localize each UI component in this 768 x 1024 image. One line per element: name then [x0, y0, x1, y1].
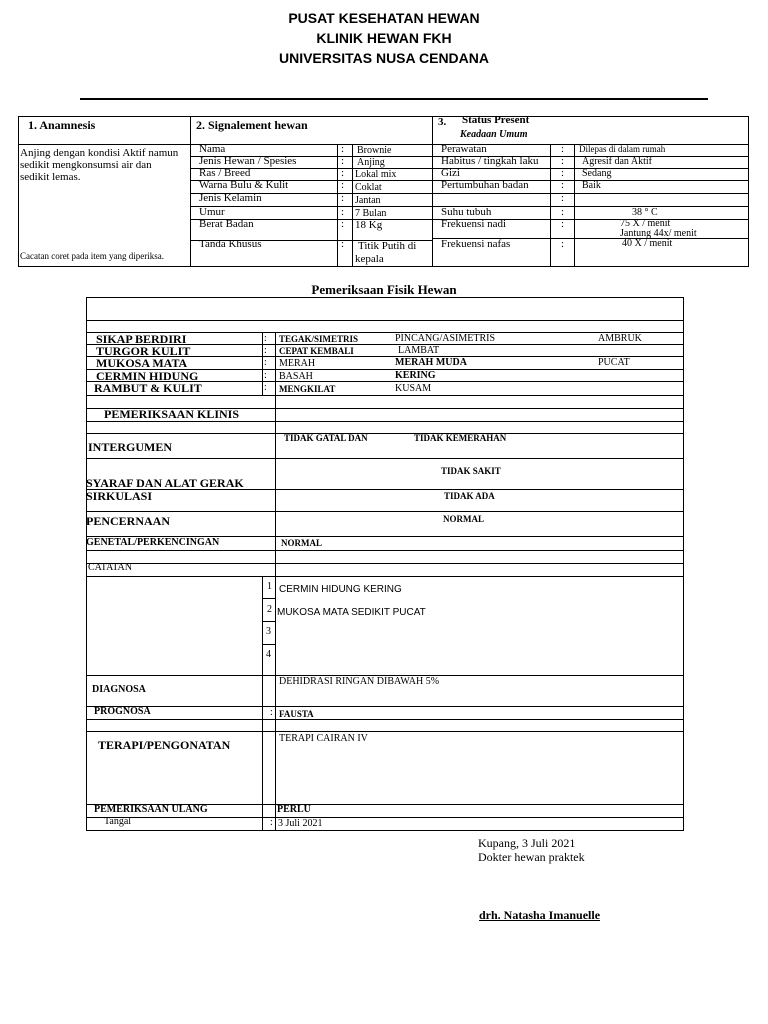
diagnosa-label: DIAGNOSA: [92, 684, 146, 695]
signalement-sep: :: [341, 167, 345, 179]
signalement-value: 18 Kg: [355, 219, 383, 231]
fisik-row-label: SIKAP BERDIRI: [96, 332, 187, 346]
status-label: Frekuensi nafas: [441, 238, 511, 250]
signalement-value: Coklat: [355, 182, 382, 193]
status-label: Perawatan: [441, 143, 487, 155]
genetal-label: GENETAL/PERKENCINGAN: [86, 537, 220, 548]
status-value: 40 X / menit: [622, 238, 673, 249]
status-sep: :: [561, 206, 565, 218]
status-sep: :: [561, 218, 565, 230]
sirkulasi-value: TIDAK ADA: [444, 491, 495, 501]
signalement-value-cont: kepala: [355, 253, 384, 265]
terapi-value: TERAPI CAIRAN IV: [279, 733, 368, 744]
signalement-label: Jenis Kelamin: [199, 192, 262, 204]
fisik-row-label: RAMBUT & KULIT: [94, 381, 202, 395]
signalement-label: Warna Bulu & Kulit: [199, 179, 289, 191]
status-value: Sedang: [582, 168, 612, 179]
catatan-label: CATATAN: [88, 562, 132, 573]
signalement-label: Nama: [199, 143, 226, 155]
ulang-label: PEMERIKSAAN ULANG: [94, 804, 208, 815]
fisik-title: Pemeriksaan Fisik Hewan: [311, 282, 457, 297]
status-value: Agresif dan Aktif: [582, 156, 652, 167]
status-label: Pertumbuhan badan: [441, 179, 529, 191]
signalement-label: Umur: [199, 206, 225, 218]
signalement-sep: :: [341, 238, 345, 250]
anamnesis-text-2: sedikit mengkonsumsi air dan: [20, 159, 152, 171]
status-header-num: 3.: [438, 116, 447, 128]
signalement-label: Tanda Khusus: [199, 238, 262, 250]
catatan-num: 1: [267, 581, 272, 592]
syaraf-label: SYARAF DAN ALAT GERAK: [86, 476, 244, 490]
anamnesis-note: Cacatan coret pada item yang diperiksa.: [20, 251, 164, 261]
anamnesis-header: 1. Anamnesis: [28, 118, 96, 132]
fisik-row-option-1: MENGKILAT: [279, 384, 336, 394]
signalement-value: Lokal mix: [355, 169, 397, 180]
catatan-text: MUKOSA MATA SEDIKIT PUCAT: [277, 607, 426, 618]
fisik-row-option-2: PINCANG/ASIMETRIS: [395, 333, 496, 344]
status-value: 75 X / menit: [620, 218, 671, 229]
signalement-sep: :: [341, 218, 345, 230]
status-label: Habitus / tingkah laku: [441, 155, 539, 167]
prognosa-sep: :: [270, 707, 273, 718]
prognosa-value: FAUSTA: [279, 709, 314, 719]
signalement-value: Brownie: [357, 145, 392, 156]
fisik-row-option-1: TEGAK/SIMETRIS: [279, 334, 359, 344]
status-value-cont: Jantung 44x/ menit: [620, 228, 697, 239]
pencernaan-value: NORMAL: [443, 514, 484, 524]
fisik-row-sep: :: [264, 370, 267, 381]
catatan-num: 4: [266, 649, 271, 660]
intergumen-label: INTERGUMEN: [88, 440, 173, 454]
signalement-value: 7 Bulan: [355, 208, 387, 219]
prognosa-label: PROGNOSA: [94, 706, 151, 717]
fisik-row-label: MUKOSA MATA: [96, 356, 188, 370]
catatan-num: 3: [266, 626, 271, 637]
status-sep: :: [561, 143, 565, 155]
signalement-sep: :: [341, 155, 345, 167]
signalement-value: Jantan: [355, 195, 381, 206]
intergumen-value-2: TIDAK KEMERAHAN: [414, 433, 507, 443]
fisik-row-label: TURGOR KULIT: [96, 344, 191, 358]
fisik-row-option-1: MERAH: [279, 358, 316, 369]
header-line-3: UNIVERSITAS NUSA CENDANA: [278, 50, 489, 66]
tangal-value: 3 Juli 2021: [278, 818, 323, 829]
signalement-sep: :: [341, 143, 345, 155]
signalement-label: Berat Badan: [199, 218, 254, 230]
header-line-1: PUSAT KESEHATAN HEWAN: [288, 10, 480, 26]
catatan-text: CERMIN HIDUNG KERING: [279, 584, 402, 595]
signalement-label: Ras / Breed: [199, 167, 251, 179]
status-label: Suhu tubuh: [441, 206, 492, 218]
signalement-sep: :: [341, 192, 345, 204]
header-divider: [80, 98, 708, 100]
status-sep: :: [561, 238, 565, 250]
header-line-2: KLINIK HEWAN FKH: [316, 30, 452, 46]
fisik-row-option-1: BASAH: [279, 371, 313, 382]
status-sep: :: [561, 179, 565, 191]
intergumen-value-1: TIDAK GATAL DAN: [284, 433, 368, 443]
signature-place-date: Kupang, 3 Juli 2021: [478, 836, 576, 850]
status-value: Baik: [582, 180, 601, 191]
signalement-label: Jenis Hewan / Spesies: [199, 155, 297, 167]
fisik-row-option-2: KUSAM: [395, 383, 432, 394]
syaraf-value: TIDAK SAKIT: [441, 466, 501, 476]
tangal-label: Tangal: [104, 816, 132, 827]
fisik-row-option-3: PUCAT: [598, 357, 630, 368]
fisik-row-label: CERMIN HIDUNG: [96, 369, 199, 383]
fisik-row-sep: :: [264, 382, 267, 393]
fisik-row-option-3: AMBRUK: [598, 333, 642, 344]
sirkulasi-label: SIRKULASI: [86, 489, 153, 503]
signalement-value: Anjing: [357, 157, 385, 168]
fisik-row-sep: :: [264, 333, 267, 344]
fisik-row-option-2: MERAH MUDA: [395, 357, 467, 368]
status-value: 38 ° C: [632, 207, 658, 218]
signature-name: drh. Natasha Imanuelle: [479, 908, 601, 922]
status-value: Dilepas di dalam rumah: [579, 144, 666, 154]
status-label: Gizi: [441, 167, 460, 179]
status-subheader: Keadaan Umum: [460, 129, 528, 140]
genetal-value: NORMAL: [281, 538, 322, 548]
status-sep: :: [561, 192, 565, 204]
fisik-row-sep: :: [264, 357, 267, 368]
fisik-row-option-2: LAMBAT: [398, 345, 440, 356]
fisik-row-option-2: KERING: [395, 370, 436, 381]
klinis-title: PEMERIKSAAN KLINIS: [104, 407, 240, 421]
status-header: Status Present: [462, 114, 530, 126]
terapi-label: TERAPI/PENGONATAN: [98, 738, 231, 752]
signalement-header: 2. Signalement hewan: [196, 118, 308, 132]
diagnosa-value: DEHIDRASI RINGAN DIBAWAH 5%: [279, 676, 440, 687]
anamnesis-text-3: sedikit lemas.: [20, 171, 81, 183]
ulang-value: PERLU: [277, 804, 311, 815]
status-sep: :: [561, 155, 565, 167]
status-sep: :: [561, 167, 565, 179]
tangal-sep: :: [270, 817, 273, 828]
signalement-value: Titik Putih di: [358, 240, 417, 252]
fisik-row-option-1: CEPAT KEMBALI: [279, 346, 354, 356]
signalement-sep: :: [341, 206, 345, 218]
anamnesis-text-1: Anjing dengan kondisi Aktif namun: [20, 147, 179, 159]
signature-role: Dokter hewan praktek: [478, 850, 585, 864]
fisik-row-sep: :: [264, 345, 267, 356]
status-label: Frekuensi nadi: [441, 218, 507, 230]
catatan-num: 2: [267, 604, 272, 615]
pencernaan-label: PENCERNAAN: [86, 514, 170, 528]
signalement-sep: :: [341, 179, 345, 191]
